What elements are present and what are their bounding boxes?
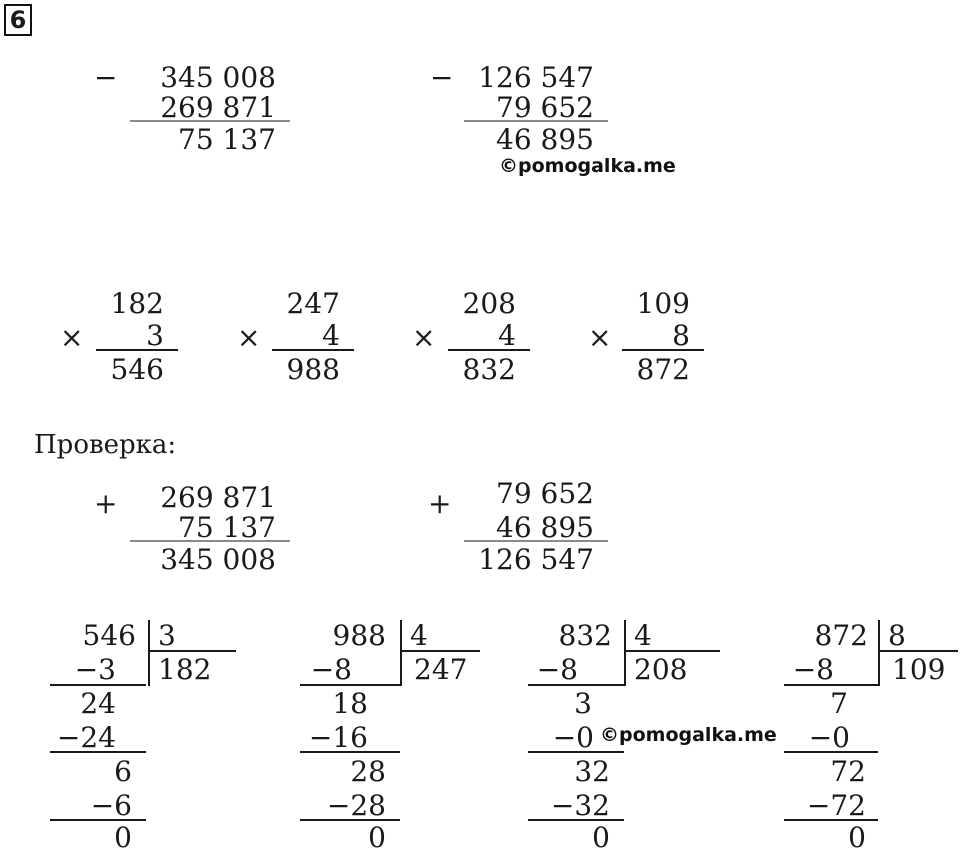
times-sign: × xyxy=(60,321,84,354)
division-bracket-horizontal xyxy=(624,650,720,652)
quotient: 208 xyxy=(634,653,688,686)
watermark-bottom: ©pomogalka.me xyxy=(600,724,777,746)
step: −3 xyxy=(74,653,116,686)
factor-a: 247 xyxy=(286,287,340,320)
step-line xyxy=(300,684,400,686)
division-bracket-horizontal xyxy=(400,650,480,652)
times-sign: × xyxy=(412,321,436,354)
sum: 345 008 xyxy=(160,543,276,576)
times-sign: × xyxy=(237,321,261,354)
difference: 75 137 xyxy=(178,123,276,156)
minuend: 345 008 xyxy=(160,61,276,94)
minus-sign: − xyxy=(430,61,454,94)
remainder: 0 xyxy=(114,821,132,854)
step: −32 xyxy=(550,789,610,822)
product: 872 xyxy=(636,353,690,386)
product: 832 xyxy=(462,353,516,386)
factor-b: 4 xyxy=(322,319,340,352)
quotient: 182 xyxy=(158,653,212,686)
step-line xyxy=(528,684,624,686)
result-line xyxy=(272,349,354,351)
check-label: Проверка: xyxy=(34,430,177,460)
dividend: 872 xyxy=(814,619,868,652)
factor-a: 182 xyxy=(110,287,164,320)
subtrahend: 79 652 xyxy=(496,91,594,124)
quotient: 109 xyxy=(892,653,946,686)
remainder: 0 xyxy=(368,821,386,854)
step-line xyxy=(300,751,400,753)
step: −8 xyxy=(536,653,578,686)
factor-b: 4 xyxy=(498,319,516,352)
divisor: 4 xyxy=(410,619,428,652)
step-line xyxy=(784,751,878,753)
sum: 126 547 xyxy=(478,543,594,576)
result-line xyxy=(130,540,290,542)
step: −8 xyxy=(792,653,834,686)
addend-b: 46 895 xyxy=(496,511,594,544)
step-line xyxy=(50,684,146,686)
step: −6 xyxy=(90,789,132,822)
plus-sign: + xyxy=(94,487,118,520)
step-line xyxy=(528,751,624,753)
step: −16 xyxy=(308,721,368,754)
step: 3 xyxy=(574,687,592,720)
factor-a: 208 xyxy=(462,287,516,320)
quotient: 247 xyxy=(414,653,468,686)
division-bracket-vertical xyxy=(624,620,626,686)
factor-a: 109 xyxy=(636,287,690,320)
plus-sign: + xyxy=(428,487,452,520)
addend-b: 75 137 xyxy=(178,511,276,544)
result-line xyxy=(448,349,530,351)
dividend: 988 xyxy=(332,619,386,652)
remainder: 0 xyxy=(592,821,610,854)
minus-sign: − xyxy=(94,61,118,94)
step: −24 xyxy=(56,721,116,754)
dividend: 546 xyxy=(82,619,136,652)
step: 72 xyxy=(830,755,866,788)
watermark-top: ©pomogalka.me xyxy=(499,155,676,177)
division-bracket-horizontal xyxy=(878,650,958,652)
divisor: 4 xyxy=(634,619,652,652)
step-line xyxy=(784,684,878,686)
difference: 46 895 xyxy=(496,123,594,156)
times-sign: × xyxy=(588,321,612,354)
step: 24 xyxy=(80,687,116,720)
result-line xyxy=(622,349,704,351)
division-bracket-vertical xyxy=(148,620,150,686)
step-line xyxy=(50,751,146,753)
step: 6 xyxy=(114,755,132,788)
step: −0 xyxy=(552,721,594,754)
factor-b: 8 xyxy=(672,319,690,352)
task-number-badge: 6 xyxy=(4,4,32,36)
dividend: 832 xyxy=(558,619,612,652)
remainder: 0 xyxy=(848,821,866,854)
factor-b: 3 xyxy=(146,319,164,352)
step: −72 xyxy=(806,789,866,822)
addend-a: 79 652 xyxy=(496,477,594,510)
divisor: 8 xyxy=(888,619,906,652)
division-bracket-vertical xyxy=(878,620,880,686)
minuend: 126 547 xyxy=(478,61,594,94)
divisor: 3 xyxy=(158,619,176,652)
step: 28 xyxy=(350,755,386,788)
step: 18 xyxy=(332,687,368,720)
product: 988 xyxy=(286,353,340,386)
result-line xyxy=(464,120,608,122)
step: 7 xyxy=(830,687,848,720)
addend-a: 269 871 xyxy=(160,481,276,514)
step: −8 xyxy=(310,653,352,686)
product: 546 xyxy=(110,353,164,386)
result-line xyxy=(464,540,608,542)
step: 32 xyxy=(574,755,610,788)
division-bracket-vertical xyxy=(400,620,402,686)
result-line xyxy=(130,120,290,122)
step: −0 xyxy=(808,721,850,754)
step: −28 xyxy=(326,789,386,822)
result-line xyxy=(96,349,178,351)
subtrahend: 269 871 xyxy=(160,91,276,124)
division-bracket-horizontal xyxy=(148,650,236,652)
